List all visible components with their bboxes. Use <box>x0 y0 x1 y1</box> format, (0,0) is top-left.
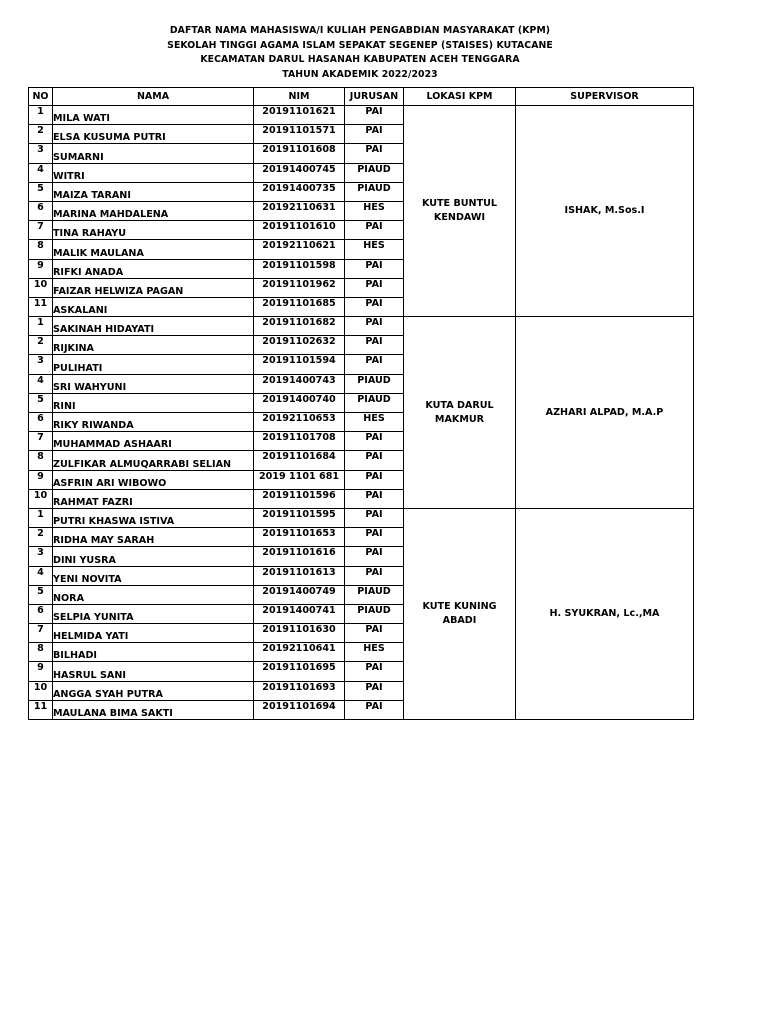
column-header-supervisor: SUPERVISOR <box>516 88 694 106</box>
row-number: 7 <box>29 432 53 451</box>
student-nim: 20191101695 <box>254 662 345 681</box>
header-title: DAFTAR NAMA MAHASISWA/I KULIAH PENGABDIAN MASYARAKAT (KPM) <box>169 25 551 36</box>
table-row <box>29 106 694 125</box>
student-nim: 20191101694 <box>254 700 345 719</box>
table-body <box>29 106 694 720</box>
student-name: TINA RAHAYU <box>53 221 254 240</box>
student-name: SAKINAH HIDAYATI <box>53 317 254 336</box>
student-major: PIAUD <box>345 393 404 412</box>
row-number: 3 <box>29 355 53 374</box>
student-name: SUMARNI <box>53 144 254 163</box>
row-number: 6 <box>29 604 53 623</box>
row-number: 4 <box>29 374 53 393</box>
student-nim: 20191101962 <box>254 278 345 297</box>
student-major: HES <box>345 413 404 432</box>
row-number: 2 <box>29 336 53 355</box>
student-nim: 20191101598 <box>254 259 345 278</box>
student-name: RINI <box>53 393 254 412</box>
kpm-location-line2: MAKMUR <box>434 413 485 425</box>
student-name: MUHAMMAD ASHAARI <box>53 432 254 451</box>
student-major: HES <box>345 240 404 259</box>
kpm-location-line2: ABADI <box>442 614 477 626</box>
kpm-location-line1: KUTA DARUL <box>425 399 494 411</box>
student-nim: 20191101571 <box>254 125 345 144</box>
student-nim: 20191101610 <box>254 221 345 240</box>
student-major: PAI <box>345 221 404 240</box>
row-number: 3 <box>29 547 53 566</box>
student-name: WITRI <box>53 163 254 182</box>
student-name: HASRUL SANI <box>53 662 254 681</box>
student-major: PAI <box>345 297 404 316</box>
student-nim: 20191400735 <box>254 182 345 201</box>
student-major: PAI <box>345 489 404 508</box>
student-table <box>28 87 694 720</box>
row-number: 1 <box>29 317 53 336</box>
column-header-jurusan: JURUSAN <box>345 88 404 106</box>
student-nim: 20191101613 <box>254 566 345 585</box>
student-major: PAI <box>345 451 404 470</box>
student-name: ZULFIKAR ALMUQARRABI SELIAN <box>53 451 254 470</box>
student-nim: 20191101608 <box>254 144 345 163</box>
student-major: PAI <box>345 432 404 451</box>
row-number: 1 <box>29 106 53 125</box>
student-name: MAIZA TARANI <box>53 182 254 201</box>
kpm-location <box>404 317 516 509</box>
student-nim: 20191101653 <box>254 528 345 547</box>
student-major: PAI <box>345 355 404 374</box>
kpm-location <box>404 508 516 719</box>
student-major: PAI <box>345 336 404 355</box>
row-number: 5 <box>29 585 53 604</box>
student-major: PAI <box>345 681 404 700</box>
row-number: 5 <box>29 393 53 412</box>
student-name: PULIHATI <box>53 355 254 374</box>
student-nim: 2019 1101 681 <box>254 470 345 489</box>
table-row <box>29 508 694 527</box>
student-nim: 20191102632 <box>254 336 345 355</box>
student-nim: 20192110631 <box>254 201 345 220</box>
student-name: SRI WAHYUNI <box>53 374 254 393</box>
header-region: KECAMATAN DARUL HASANAH KABUPATEN ACEH TENGGARA <box>200 54 520 65</box>
student-major: PAI <box>345 470 404 489</box>
supervisor-name: H. SYUKRAN, Lc.,MA <box>516 508 694 719</box>
student-name: SELPIA YUNITA <box>53 604 254 623</box>
student-name: RIKY RIWANDA <box>53 413 254 432</box>
supervisor-name: AZHARI ALPAD, M.A.P <box>516 317 694 509</box>
student-nim: 20191101708 <box>254 432 345 451</box>
student-major: PAI <box>345 144 404 163</box>
row-number: 6 <box>29 413 53 432</box>
row-number: 9 <box>29 470 53 489</box>
student-name: MILA WATI <box>53 106 254 125</box>
student-name: ASKALANI <box>53 297 254 316</box>
column-header-nama: NAMA <box>53 88 254 106</box>
row-number: 2 <box>29 125 53 144</box>
row-number: 6 <box>29 201 53 220</box>
student-nim: 20191400745 <box>254 163 345 182</box>
student-nim: 20191101630 <box>254 624 345 643</box>
row-number: 4 <box>29 163 53 182</box>
student-name: MARINA MAHDALENA <box>53 201 254 220</box>
student-nim: 20191101621 <box>254 106 345 125</box>
student-major: PAI <box>345 125 404 144</box>
column-header-nim: NIM <box>254 88 345 106</box>
kpm-location <box>404 106 516 317</box>
student-nim: 20191101685 <box>254 297 345 316</box>
table-row <box>29 317 694 336</box>
student-major: PIAUD <box>345 163 404 182</box>
student-name: MALIK MAULANA <box>53 240 254 259</box>
row-number: 9 <box>29 662 53 681</box>
student-name: PUTRI KHASWA ISTIVA <box>53 508 254 527</box>
student-major: PAI <box>345 106 404 125</box>
student-major: PAI <box>345 259 404 278</box>
student-name: RAHMAT FAZRI <box>53 489 254 508</box>
student-major: PAI <box>345 700 404 719</box>
row-number: 10 <box>29 489 53 508</box>
student-nim: 20191101595 <box>254 508 345 527</box>
student-nim: 20191101693 <box>254 681 345 700</box>
student-major: PAI <box>345 547 404 566</box>
student-name: ANGGA SYAH PUTRA <box>53 681 254 700</box>
row-number: 3 <box>29 144 53 163</box>
student-nim: 20191101684 <box>254 451 345 470</box>
header-institution: SEKOLAH TINGGI AGAMA ISLAM SEPAKAT SEGENEP (STAISES) KUTACANE <box>167 39 553 51</box>
row-number: 5 <box>29 182 53 201</box>
student-major: PIAUD <box>345 374 404 393</box>
student-nim: 20191400740 <box>254 393 345 412</box>
row-number: 11 <box>29 297 53 316</box>
student-major: PAI <box>345 624 404 643</box>
student-major: PAI <box>345 508 404 527</box>
row-number: 1 <box>29 508 53 527</box>
student-name: RIDHA MAY SARAH <box>53 528 254 547</box>
student-major: PAI <box>345 528 404 547</box>
student-name: NORA <box>53 585 254 604</box>
student-name: DINI YUSRA <box>53 547 254 566</box>
row-number: 8 <box>29 643 53 662</box>
student-major: PIAUD <box>345 585 404 604</box>
student-name: HELMIDA YATI <box>53 624 254 643</box>
student-major: HES <box>345 201 404 220</box>
student-nim: 20191400741 <box>254 604 345 623</box>
row-number: 9 <box>29 259 53 278</box>
student-name: ELSA KUSUMA PUTRI <box>53 125 254 144</box>
student-name: BILHADI <box>53 643 254 662</box>
row-number: 7 <box>29 221 53 240</box>
student-nim: 20191101596 <box>254 489 345 508</box>
row-number: 10 <box>29 278 53 297</box>
student-nim: 20191101594 <box>254 355 345 374</box>
column-header-lokasi: LOKASI KPM <box>404 88 516 106</box>
student-major: HES <box>345 643 404 662</box>
document-header <box>28 24 692 82</box>
student-name: RIFKI ANADA <box>53 259 254 278</box>
student-nim: 20191400749 <box>254 585 345 604</box>
student-major: PAI <box>345 317 404 336</box>
student-major: PAI <box>345 566 404 585</box>
student-name: RIJKINA <box>53 336 254 355</box>
row-number: 8 <box>29 451 53 470</box>
student-major: PAI <box>345 662 404 681</box>
kpm-location-line1: KUTE KUNING <box>422 600 497 612</box>
row-number: 8 <box>29 240 53 259</box>
student-name: MAULANA BIMA SAKTI <box>53 700 254 719</box>
student-nim: 20192110641 <box>254 643 345 662</box>
column-header-no: NO <box>29 88 53 106</box>
supervisor-name: ISHAK, M.Sos.I <box>516 106 694 317</box>
student-nim: 20191101616 <box>254 547 345 566</box>
student-name: FAIZAR HELWIZA PAGAN <box>53 278 254 297</box>
student-nim: 20192110653 <box>254 413 345 432</box>
row-number: 7 <box>29 624 53 643</box>
row-number: 10 <box>29 681 53 700</box>
student-nim: 20192110621 <box>254 240 345 259</box>
kpm-location-line1: KUTE BUNTUL <box>421 198 498 210</box>
row-number: 4 <box>29 566 53 585</box>
header-academic-year: TAHUN AKADEMIK 2022/2023 <box>282 68 438 80</box>
student-major: PIAUD <box>345 604 404 623</box>
student-nim: 20191400743 <box>254 374 345 393</box>
student-nim: 20191101682 <box>254 317 345 336</box>
student-major: PIAUD <box>345 182 404 201</box>
student-major: PAI <box>345 278 404 297</box>
row-number: 2 <box>29 528 53 547</box>
table-header-row <box>29 88 694 106</box>
row-number: 11 <box>29 700 53 719</box>
student-name: ASFRIN ARI WIBOWO <box>53 470 254 489</box>
kpm-location-line2: KENDAWI <box>433 212 486 224</box>
student-name: YENI NOVITA <box>53 566 254 585</box>
